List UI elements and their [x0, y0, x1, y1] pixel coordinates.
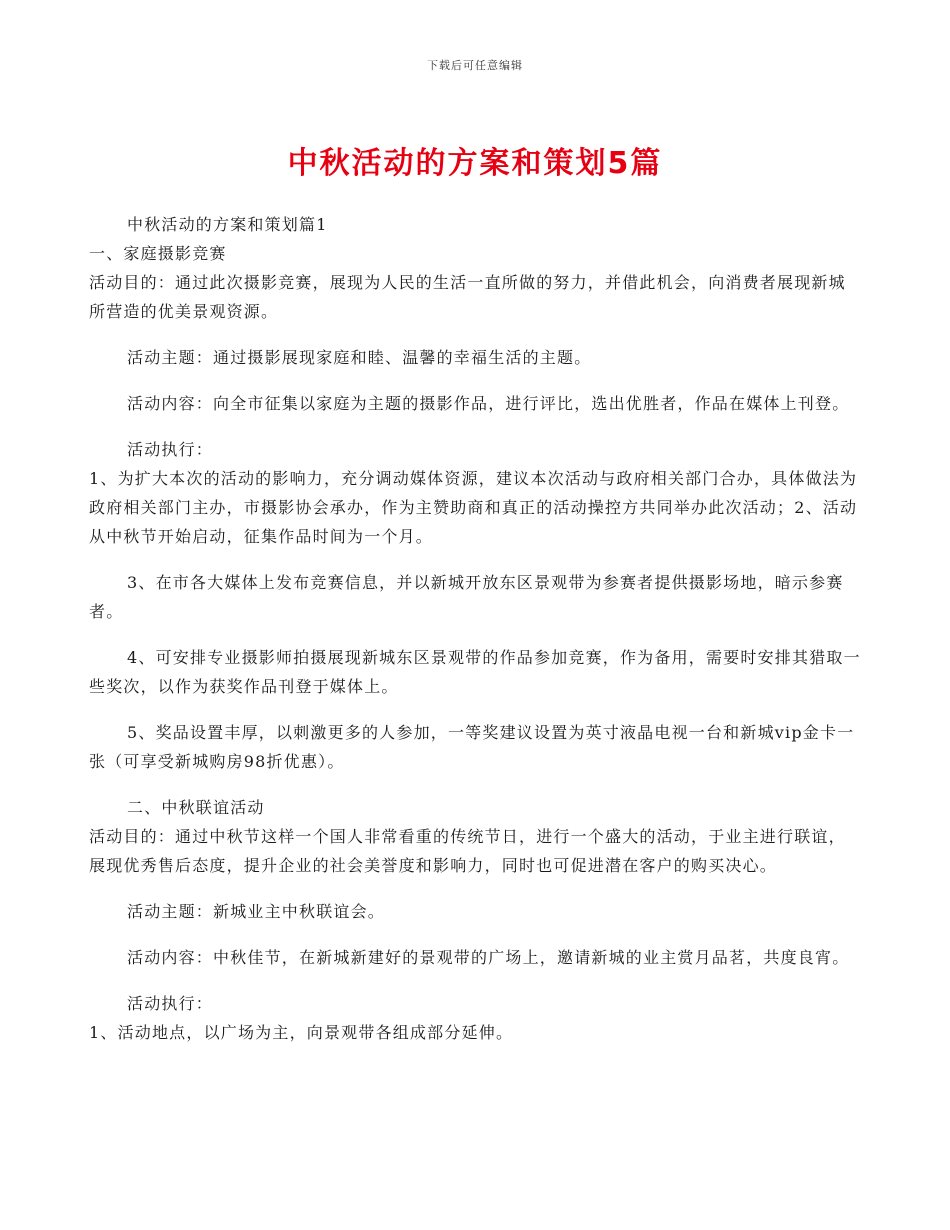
paragraph: 活动内容：向全市征集以家庭为主题的摄影作品，进行评比，选出优胜者，作品在媒体上刊登。: [127, 394, 850, 413]
paragraph: 活动执行：: [127, 440, 214, 459]
paragraph: 活动目的：通过中秋节这样一个国人非常看重的传统节日，进行一个盛大的活动，于业主进行联谊，展现优秀售后态度，提升企业的社会美誉度和影响力，同时也可促进潜在客户的购买决心。: [89, 827, 846, 875]
paragraph: 3、在市各大媒体上发布竞赛信息，并以新城开放东区景观带为参赛者提供摄影场地，暗示参赛者。: [89, 573, 844, 621]
paragraph: 活动主题：通过摄影展现家庭和睦、温馨的幸福生活的主题。: [127, 348, 592, 367]
paragraph: 1、为扩大本次的活动的影响力，充分调动媒体资源，建议本次活动与政府相关部门合办，具体做法为政府相关部门主办，市摄影协会承办，作为主赞助商和真正的活动操控方共同举办此次活动；2、活动从中秋节开始启动，征集作品时间为一个月。: [89, 469, 858, 546]
section-heading: 中秋活动的方案和策划篇1: [127, 215, 328, 234]
document-title: 中秋活动的方案和策划5篇: [287, 146, 663, 181]
paragraph: 一、家庭摄影竞赛: [89, 244, 227, 263]
page-header-note: 下载后可任意编辑: [427, 59, 523, 72]
paragraph: 活动主题：新城业主中秋联谊会。: [127, 902, 386, 921]
paragraph: 4、可安排专业摄影师拍摄展现新城东区景观带的作品参加竞赛，作为备用，需要时安排其猎取一些奖次，以作为获奖作品刊登于媒体上。: [89, 648, 861, 696]
paragraph: 二、中秋联谊活动: [127, 798, 265, 817]
document-body: [89, 210, 861, 1047]
paragraph: 1、活动地点，以广场为主，向景观带各组成部分延伸。: [89, 1023, 514, 1042]
paragraph: 活动内容：中秋佳节，在新城新建好的景观带的广场上，邀请新城的业主赏月品茗，共度良宵。: [127, 948, 850, 967]
paragraph: 活动执行：: [127, 994, 214, 1013]
paragraph: 活动目的：通过此次摄影竞赛，展现为人民的生活一直所做的努力，并借此机会，向消费者展现新城所营造的优美景观资源。: [89, 273, 846, 321]
paragraph: 5、奖品设置丰厚，以刺激更多的人参加，一等奖建议设置为英寸液晶电视一台和新城vip金卡一张（可享受新城购房98折优惠）。: [89, 723, 855, 771]
